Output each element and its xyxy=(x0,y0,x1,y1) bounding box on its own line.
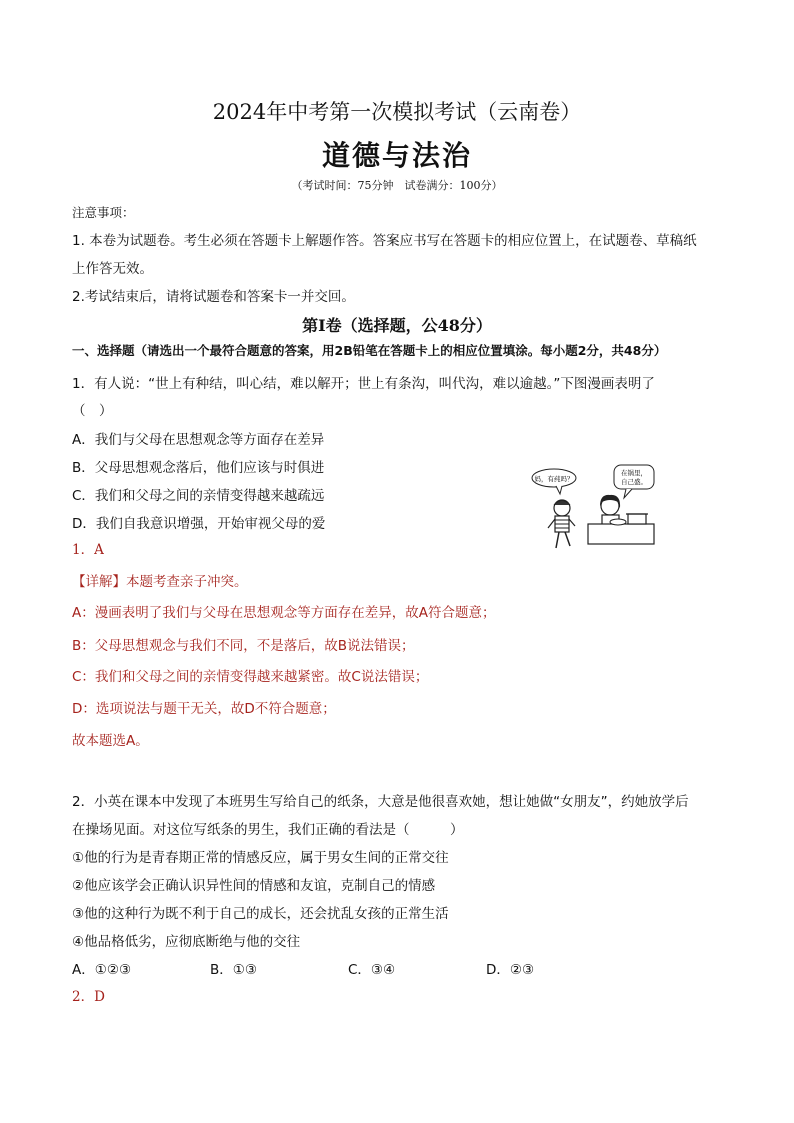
q2-option-d: D．②③ xyxy=(486,962,535,978)
q2-stem-line-2: 在操场见面。对这位写纸条的男生，我们正确的看法是（ ） xyxy=(72,822,464,838)
notice-item-2: 2.考试结束后，请将试题卷和答案卡一并交回。 xyxy=(72,289,355,305)
q2-item-2: ②他应该学会正确认识异性间的情感和友谊，克制自己的情感 xyxy=(72,878,436,894)
q2-item-3: ③他的这种行为既不利于自己的成长，还会扰乱女孩的正常生活 xyxy=(72,906,449,922)
q1-explain-d: D：选项说法与题干无关，故D不符合题意； xyxy=(72,701,336,717)
q2-option-a: A．①②③ xyxy=(72,962,132,978)
q1-conclusion: 故本题选A。 xyxy=(72,733,149,749)
q1-answer: 1．A xyxy=(72,542,104,558)
q1-option-b: B．父母思想观念落后，他们应该与时俱进 xyxy=(72,460,325,476)
q1-explain-b: B：父母思想观念与我们不同，不是落后，故B说法错误； xyxy=(72,638,415,654)
section-instruction: 一、选择题（请选出一个最符合题意的答案，用2B铅笔在答题卡上的相应位置填涂。每小题2分，共48分） xyxy=(72,343,667,358)
q2-item-4: ④他品格低劣，应彻底断绝与他的交往 xyxy=(72,934,301,950)
cartoon-bubble-right-1: 在锅里， xyxy=(621,469,647,477)
notice-item-1-line-1: 1. 本卷为试题卷。考生必须在答题卡上解题作答。答案应书写在答题卡的相应位置上，在试题卷、草稿纸 xyxy=(72,233,697,249)
exam-title: 2024年中考第一次模拟考试（云南卷） xyxy=(212,100,582,124)
cartoon-bubble-right-2: 自己盛。 xyxy=(621,478,647,486)
section-title: 第Ⅰ卷（选择题，公48分） xyxy=(302,316,492,335)
q2-stem-line-1: 2．小英在课本中发现了本班男生写给自己的纸条，大意是他很喜欢她，想让她做“女朋友”，约她放学后 xyxy=(72,794,689,810)
cartoon-illustration xyxy=(530,462,662,552)
q2-option-c: C．③④ xyxy=(348,962,396,978)
notice-heading: 注意事项： xyxy=(72,205,135,220)
q1-stem-line-1: 1．有人说：“世上有种结，叫心结，难以解开；世上有条沟，叫代沟，难以逾越。”下图漫画表明了 xyxy=(72,376,655,392)
q2-item-1: ①他的行为是青春期正常的情感反应，属于男女生间的正常交往 xyxy=(72,850,449,866)
q1-option-d: D．我们自我意识增强，开始审视父母的爱 xyxy=(72,516,326,532)
cartoon-bubble-left: 妈，有莼吗？ xyxy=(534,475,574,483)
q1-explain-head: 【详解】本题考查亲子冲突。 xyxy=(72,574,248,590)
q2-option-b: B．①③ xyxy=(210,962,257,978)
q1-option-a: A．我们与父母在思想观念等方面存在差异 xyxy=(72,432,325,448)
q2-answer: 2．D xyxy=(72,989,105,1005)
q1-stem-line-2: （ ） xyxy=(72,403,113,419)
q1-explain-c: C：我们和父母之间的亲情变得越来越紧密。故C说法错误； xyxy=(72,669,429,685)
q1-explain-a: A：漫画表明了我们与父母在思想观念等方面存在差异，故A符合题意； xyxy=(72,605,496,621)
exam-info: （考试时间：75分钟 试卷满分：100分） xyxy=(291,179,503,192)
subject-title: 道德与法治 xyxy=(321,139,472,172)
q1-option-c: C．我们和父母之间的亲情变得越来越疏远 xyxy=(72,488,325,504)
notice-item-1-line-2: 上作答无效。 xyxy=(72,261,153,277)
